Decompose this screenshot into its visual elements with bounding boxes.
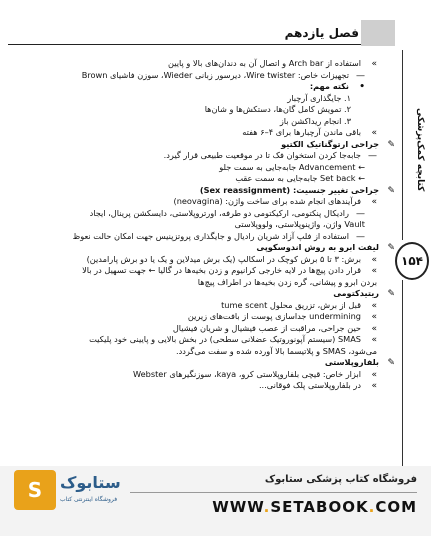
line-text: ریتیدکتومی [333,288,379,298]
text-line [14,334,395,346]
text-line [14,196,395,208]
text-line [14,173,395,185]
text-line [14,70,395,82]
bullet-icon: » [371,128,377,138]
line-text: لیفت ابرو به روش اندوسکوپی [256,242,379,252]
bullet-icon: — [356,70,365,81]
bullet-icon: » [371,197,377,207]
text-line [14,162,395,174]
line-text: قرار دادن پیچ‌ها در لایه خارجی کرانیوم و زدن بخیه‌ها در گالیا ← جهت تسهیل در بالا [82,265,361,275]
pencil-icon: ✎ [387,185,395,196]
line-text: فرآیندهای انجام شده برای ساخت واژن: (neovagina) [173,196,361,206]
line-text: ۳. انجام ریداکشن باز [279,115,351,126]
line-text: در بلفاروپلاستی پلک فوقانی... [258,380,361,390]
text-line [14,93,395,105]
line-text: ابزار خاص: قیچی بلفاروپلاستی کرو، kaya، سوزنگیرهای Webster [132,368,361,379]
line-text: SMAS (سیستم آپونوروتیک عضلانی سطحی) در بخش بالایی و پایینی خود پلیکیت [89,334,361,344]
bullet-icon: » [371,381,377,391]
footer-rule [130,492,417,493]
logo-mark-icon: S [14,470,56,510]
bullet-icon: — [356,208,365,219]
text-line [14,311,395,323]
url-dot: . [368,498,376,516]
text-line [14,231,395,243]
line-text: می‌شود، SMAS و پلاتیسما بالا آورده شده و سفت می‌گردد. [175,345,377,356]
bullet-icon: » [371,335,377,345]
side-vertical-title: کتابچه کمک‌پزشکی [415,108,425,192]
line-text: جابه‌جا کردن استخوان فک تا در موقعیت طبیعی قرار گیرد. [163,150,361,160]
section-heading [14,185,395,197]
line-text: ۲. تمویش کامل گان‌ها، دستکش‌ها و شان‌ها [204,104,351,114]
url-main: SETABOOK [270,498,369,516]
line-text: ← Set back جابه‌جایی به سمت عقب [235,173,365,183]
line-text: تجهیزات خاص: Wire twister، دیرسور زبانی Wieder، سوزن فاشیای Brown [81,69,349,80]
line-text: استفاده از فلپ آزاد شریان رادیال و جایگذاری پروتزپنیس جهت امکان حالت نعوظ [72,230,349,241]
store-url[interactable] [177,498,417,516]
pencil-icon: ✎ [387,243,395,253]
line-text: ← Advancement جابه‌جایی به سمت جلو [219,161,365,172]
url-dot: . [263,498,271,516]
publisher-logo[interactable] [14,470,124,514]
text-line [14,116,395,128]
bullet-icon: » [371,59,377,69]
page-content [14,58,395,392]
text-line [14,81,395,93]
text-line [14,58,395,70]
pencil-icon: ✎ [387,289,395,299]
line-text: ۱. جایگذاری آرچبار [287,92,351,103]
url-suffix: COM [375,498,417,516]
line-text: Vault واژن، واژینوپلاستی، ولووپلاستی [234,219,365,229]
bullet-icon: » [371,369,377,380]
text-line [14,323,395,335]
bullet-icon: — [356,231,365,242]
text-line [14,219,395,231]
bullet-icon: » [371,266,377,276]
text-line [14,150,395,162]
line-text: استفاده از Arch bar و اتصال آن به دندان‌های بالا و پایین [167,58,361,68]
line-text: undermining جداسازی پوست از بافت‌های زیرین [187,311,361,321]
line-text: بردن ابرو و پیشانی، گره زدن بخیه‌ها در اطراف پیچ‌ها [197,276,377,287]
url-prefix: WWW [212,498,264,516]
bullet-icon: » [371,300,377,311]
line-text: بلفاروپلاستی [324,357,379,367]
line-text: جراحی ارتوگناتیک الکتیو [281,138,379,149]
bullet-icon: • [359,82,365,92]
line-text: برش: ۳ تا ۵ برش کوچک در اسکالپ (یک برش میدلاین و یک یا دو برش پارامدین) [86,253,361,264]
publisher-footer [0,466,431,536]
text-line [14,208,395,220]
side-rail-bottom [402,280,425,480]
pencil-icon: ✎ [387,139,395,150]
section-heading [14,288,395,300]
section-heading [14,357,395,369]
text-line [14,265,395,277]
line-text: قبل از برش، تزریق محلول tume scent [221,299,361,310]
bullet-icon: » [371,323,377,334]
header-tab [361,20,395,46]
line-text: حین جراحی، مراقبت از عصب فیشیال و شریان فیشیال [172,322,361,333]
line-text: باقی ماندن آرچبارها برای ۴–۶ هفته [242,127,361,137]
line-text: رادیکال پنکتومی، ارکیکتومی دو طرفه، اورتروپلاستی، دایسکشن پرینال، ایجاد [89,207,349,218]
bullet-icon: » [371,254,377,265]
header-rule [8,44,395,45]
text-line [14,104,395,116]
text-line [14,277,395,289]
page-header [8,22,395,52]
line-text: جراحی تغییر جنسیت: (Sex reassignment) [199,184,379,195]
section-heading [14,139,395,151]
line-text: نکته مهم: [309,81,349,91]
chapter-title: فصل یازدهم [284,26,359,40]
bullet-icon: » [371,312,377,322]
text-line [14,127,395,139]
text-line [14,254,395,266]
section-heading [14,242,395,254]
logo-name: ستابوک [60,473,121,492]
side-rail [402,50,425,240]
text-line [14,346,395,358]
text-line [14,369,395,381]
pencil-icon: ✎ [387,358,395,368]
text-line [14,380,395,392]
store-name: فروشگاه کتاب پزشکی ستابوک [264,474,417,485]
logo-tagline: فروشگاه اینترنتی کتاب [60,496,118,503]
bullet-icon: — [368,151,377,161]
page-number: ۱۵۴ [395,242,429,280]
text-line [14,300,395,312]
